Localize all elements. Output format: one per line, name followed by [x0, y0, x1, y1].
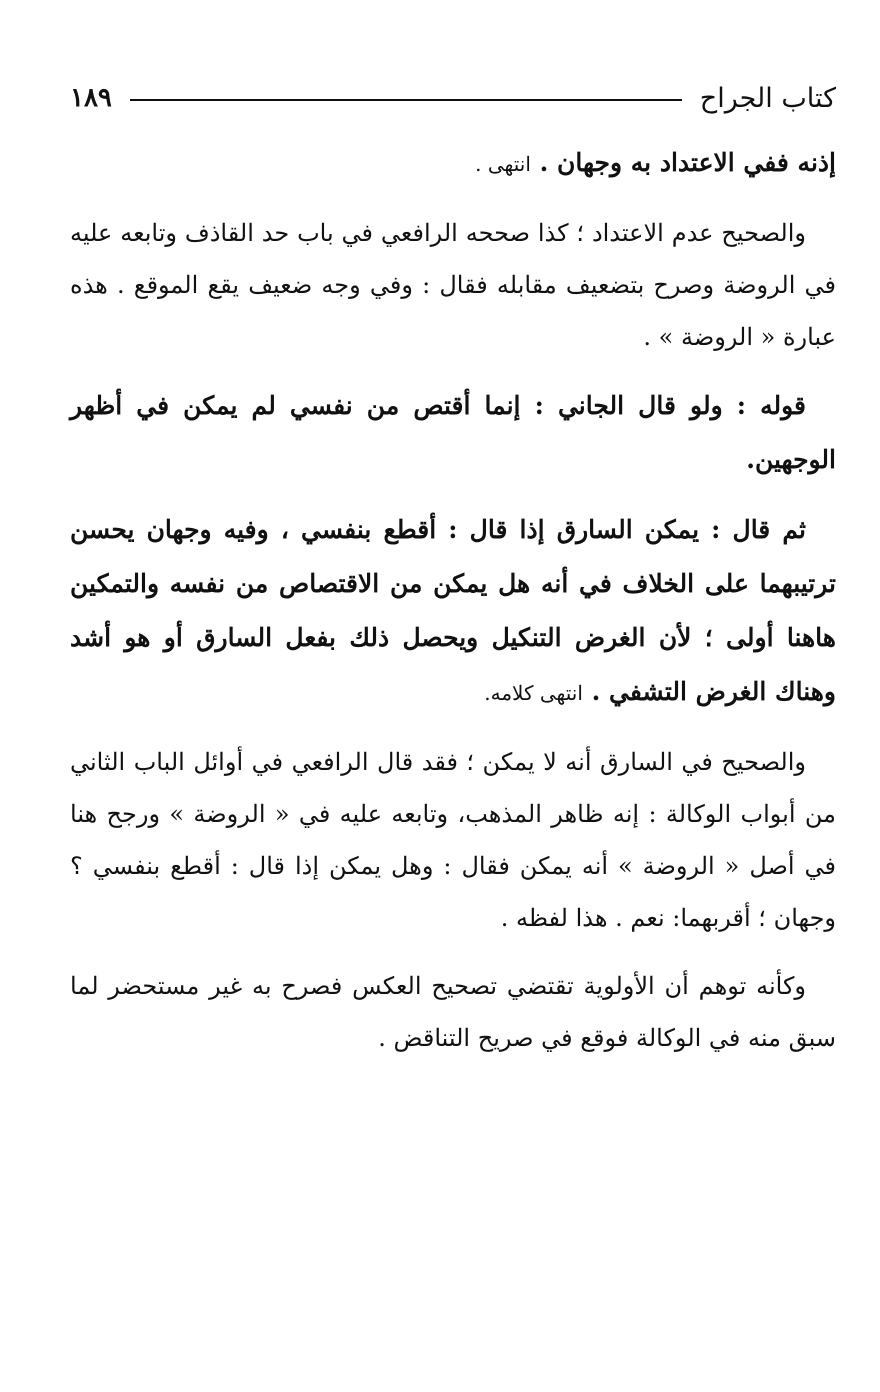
paragraph-5: [70, 736, 836, 944]
paragraph-5-text: والصحيح في السارق أنه لا يمكن ؛ فقد قال الرافعي في أوائل الباب الثاني من أبواب الوكالة : إنه ظاهر المذهب، وتابعه عليه في « الروضة » ورجح هنا في أصل « الروضة » أنه يمكن فقال : وهل يمكن إذا قال : أقطع بنفسي ؟ وجهان ؛ أقربهما: نعم . هذا لفظه .: [70, 748, 836, 932]
paragraph-1: [70, 136, 836, 191]
book-title: كتاب الجراح: [699, 82, 836, 114]
paragraph-4-note: انتهى كلامه.: [484, 681, 583, 705]
paragraph-6: [70, 960, 836, 1064]
paragraph-4: [70, 503, 836, 720]
page-number: ١٨٩: [70, 83, 112, 113]
paragraph-3: [70, 379, 836, 487]
paragraph-6-text: وكأنه توهم أن الأولوية تقتضي تصحيح العكس فصرح به غير مستحضر لما سبق منه في الوكالة فوقع في صريح التناقض .: [70, 972, 836, 1052]
paragraph-1-note: انتهى .: [475, 152, 531, 176]
page-header: [70, 78, 836, 118]
paragraph-2-text: والصحيح عدم الاعتداد ؛ كذا صححه الرافعي في باب حد القاذف وتابعه عليه في الروضة وصرح بتضعيف مقابله فقال : وفي وجه ضعيف يقع الموقع . هذه عبارة « الروضة » .: [70, 219, 836, 351]
paragraph-2: [70, 207, 836, 363]
paragraph-1-bold: إذنه ففي الاعتداد به وجهان .: [539, 148, 836, 177]
paragraph-3-text: قوله : ولو قال الجاني : إنما أقتص من نفسي لم يمكن في أظهر الوجهين.: [70, 391, 836, 474]
paragraph-4-bold: ثم قال : يمكن السارق إذا قال : أقطع بنفسي ، وفيه وجهان يحسن ترتيبهما على الخلاف في أنه هل يمكن من الاقتصاص من نفسه والتمكين هاهنا أولى ؛ لأن الغرض التنكيل ويحصل ذلك بفعل السارق أو هو أشد وهناك الغرض التشفي .: [70, 515, 836, 706]
header-rule: [130, 99, 682, 101]
